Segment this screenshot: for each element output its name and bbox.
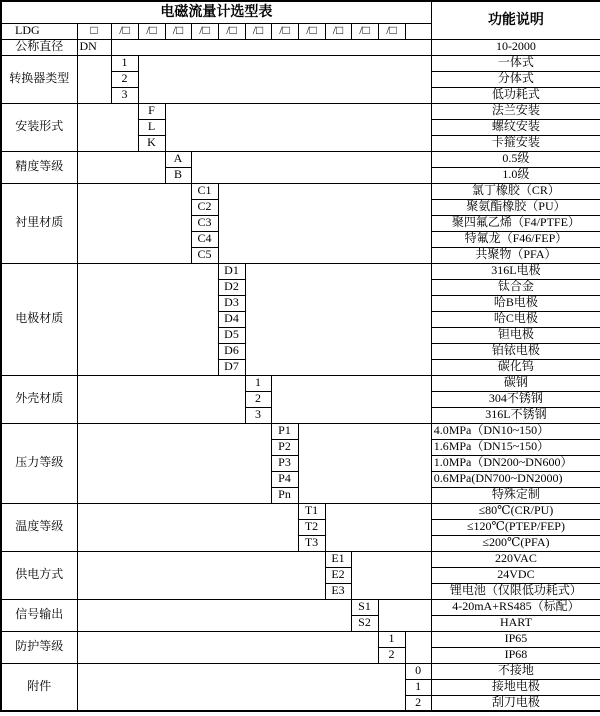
staircase-right-filler [138, 55, 431, 103]
staircase-left-filler [77, 503, 298, 551]
option-code: P3 [271, 455, 298, 471]
table-row [1, 39, 600, 55]
model-prefix: LDG [1, 23, 77, 39]
option-code: F [138, 103, 165, 119]
option-row [1, 375, 600, 391]
staircase-right-filler [351, 551, 431, 599]
diameter-label: 公称直径 [1, 39, 77, 55]
staircase-right-filler [245, 263, 431, 375]
group-label-housing-material: 外壳材质 [1, 375, 77, 423]
group-label-temperature-rating: 温度等级 [1, 503, 77, 551]
option-code: S1 [351, 599, 378, 615]
staircase-right-filler [218, 183, 431, 263]
option-desc: 分体式 [431, 71, 600, 87]
option-code: E2 [325, 567, 351, 583]
model-code-slot: /□ [245, 23, 271, 39]
staircase-left-filler [77, 599, 351, 631]
group-label-electrode-material: 电极材质 [1, 263, 77, 375]
model-code-box: □ [77, 23, 111, 39]
option-desc: 316L不锈钢 [431, 407, 600, 423]
option-code: P2 [271, 439, 298, 455]
staircase-right-filler [325, 503, 431, 551]
option-row [1, 631, 600, 647]
option-desc: 氯丁橡胶（CR） [431, 183, 600, 199]
model-code-slot: /□ [218, 23, 245, 39]
option-code: T2 [298, 519, 325, 535]
option-code: 3 [111, 87, 138, 103]
staircase-right-filler [271, 375, 431, 423]
option-row [1, 599, 600, 615]
table-title: 电磁流量计选型表 [1, 1, 431, 23]
option-code: P1 [271, 423, 298, 439]
option-desc: 碳化钨 [431, 359, 600, 375]
option-desc: 卡箍安装 [431, 135, 600, 151]
option-desc: 聚氨酯橡胶（PU） [431, 199, 600, 215]
option-code: K [138, 135, 165, 151]
option-code: 1 [245, 375, 271, 391]
option-code: B [165, 167, 191, 183]
model-code-slot: /□ [325, 23, 351, 39]
option-row [1, 663, 600, 679]
staircase-right-filler [405, 631, 431, 663]
option-row [1, 103, 600, 119]
option-code: L [138, 119, 165, 135]
option-row [1, 551, 600, 567]
option-desc: 一体式 [431, 55, 600, 71]
option-desc: 特氟龙（F46/FEP） [431, 231, 600, 247]
option-desc: 220VAC [431, 551, 600, 567]
option-desc: 304不锈钢 [431, 391, 600, 407]
option-desc: 1.0MPa（DN200~DN600） [431, 455, 600, 471]
option-desc: 接地电极 [431, 679, 600, 695]
option-code: Pn [271, 487, 298, 503]
staircase-right-filler [111, 39, 431, 55]
option-row [1, 423, 600, 439]
staircase-right-filler [165, 103, 431, 151]
option-row [1, 503, 600, 519]
option-code: D6 [218, 343, 245, 359]
option-code: C3 [191, 215, 218, 231]
option-code: 2 [111, 71, 138, 87]
staircase-left-filler [77, 103, 138, 151]
option-desc: 钽电极 [431, 327, 600, 343]
option-desc: 0.6MPa(DN700~DN2000) [431, 471, 600, 487]
group-label-protection-rating: 防护等级 [1, 631, 77, 663]
option-code: D5 [218, 327, 245, 343]
option-code: D4 [218, 311, 245, 327]
diameter-desc: 10-2000 [431, 39, 600, 55]
staircase-left-filler [77, 631, 378, 663]
model-code-slot: /□ [111, 23, 138, 39]
option-code: C5 [191, 247, 218, 263]
group-label-installation-type: 安装形式 [1, 103, 77, 151]
option-desc: 0.5级 [431, 151, 600, 167]
staircase-left-filler [77, 663, 405, 711]
option-code: D7 [218, 359, 245, 375]
staircase-right-filler [378, 599, 431, 631]
option-row [1, 263, 600, 279]
staircase-right-filler [191, 151, 431, 183]
group-label-signal-output: 信号输出 [1, 599, 77, 631]
staircase-left-filler [77, 183, 191, 263]
option-code: 1 [111, 55, 138, 71]
staircase-right-filler [298, 423, 431, 503]
option-row [1, 55, 600, 71]
group-label-accuracy-class: 精度等级 [1, 151, 77, 183]
option-code: C1 [191, 183, 218, 199]
option-desc: 低功耗式 [431, 87, 600, 103]
option-desc: 1.6MPa（DN15~150） [431, 439, 600, 455]
group-label-converter-type: 转换器类型 [1, 55, 77, 103]
option-code: S2 [351, 615, 378, 631]
option-desc: 哈C电极 [431, 311, 600, 327]
option-code: A [165, 151, 191, 167]
option-code: E1 [325, 551, 351, 567]
option-desc: 刮刀电极 [431, 695, 600, 711]
model-code-slot: /□ [138, 23, 165, 39]
group-label-pressure-rating: 压力等级 [1, 423, 77, 503]
option-code: C2 [191, 199, 218, 215]
model-code-slot: /□ [271, 23, 298, 39]
option-code: 3 [245, 407, 271, 423]
option-desc: 24VDC [431, 567, 600, 583]
model-code-slot: /□ [378, 23, 405, 39]
option-code: 2 [245, 391, 271, 407]
option-desc: 共聚物（PFA） [431, 247, 600, 263]
model-code-slot: /□ [298, 23, 325, 39]
desc-header: 功能说明 [431, 1, 600, 39]
option-desc: ≤200℃(PFA) [431, 535, 600, 551]
staircase-left-filler [77, 551, 325, 599]
option-row [1, 151, 600, 167]
option-code: E3 [325, 583, 351, 599]
option-desc: IP68 [431, 647, 600, 663]
option-code: 1 [405, 679, 431, 695]
option-desc: ≤80℃(CR/PU) [431, 503, 600, 519]
option-code: D1 [218, 263, 245, 279]
option-desc: 1.0级 [431, 167, 600, 183]
option-desc: ≤120℃(PTEP/FEP) [431, 519, 600, 535]
option-desc: IP65 [431, 631, 600, 647]
option-desc: 4.0MPa（DN10~150） [431, 423, 600, 439]
group-label-accessories: 附件 [1, 663, 77, 711]
option-desc: 哈B电极 [431, 295, 600, 311]
group-label-liner-material: 衬里材质 [1, 183, 77, 263]
staircase-left-filler [77, 151, 165, 183]
option-code: C4 [191, 231, 218, 247]
option-desc: 不接地 [431, 663, 600, 679]
option-desc: HART [431, 615, 600, 631]
diameter-code: DN [77, 39, 111, 55]
option-desc: 特殊定制 [431, 487, 600, 503]
table-row [1, 1, 600, 23]
model-code-slot: /□ [191, 23, 218, 39]
option-desc: 聚四氟乙烯（F4/PTFE） [431, 215, 600, 231]
staircase-left-filler [77, 263, 218, 375]
option-code: T1 [298, 503, 325, 519]
option-code: T3 [298, 535, 325, 551]
staircase-left-filler [77, 423, 271, 503]
option-desc: 法兰安装 [431, 103, 600, 119]
option-code: P4 [271, 471, 298, 487]
staircase-left-filler [77, 375, 245, 423]
option-code: D2 [218, 279, 245, 295]
option-code: D3 [218, 295, 245, 311]
option-desc: 碳钢 [431, 375, 600, 391]
group-label-power-supply: 供电方式 [1, 551, 77, 599]
staircase-left-filler [77, 55, 111, 103]
option-desc: 4-20mA+RS485（标配） [431, 599, 600, 615]
option-desc: 铂铱电极 [431, 343, 600, 359]
option-desc: 钛合金 [431, 279, 600, 295]
model-code-slot: /□ [351, 23, 378, 39]
option-desc: 锂电池（仅限低功耗式） [431, 583, 600, 599]
option-desc: 316L电极 [431, 263, 600, 279]
option-code: 0 [405, 663, 431, 679]
option-code: 2 [405, 695, 431, 711]
option-code: 1 [378, 631, 405, 647]
option-row [1, 183, 600, 199]
option-code: 2 [378, 647, 405, 663]
model-code-slot: /□ [165, 23, 191, 39]
option-desc: 螺纹安装 [431, 119, 600, 135]
